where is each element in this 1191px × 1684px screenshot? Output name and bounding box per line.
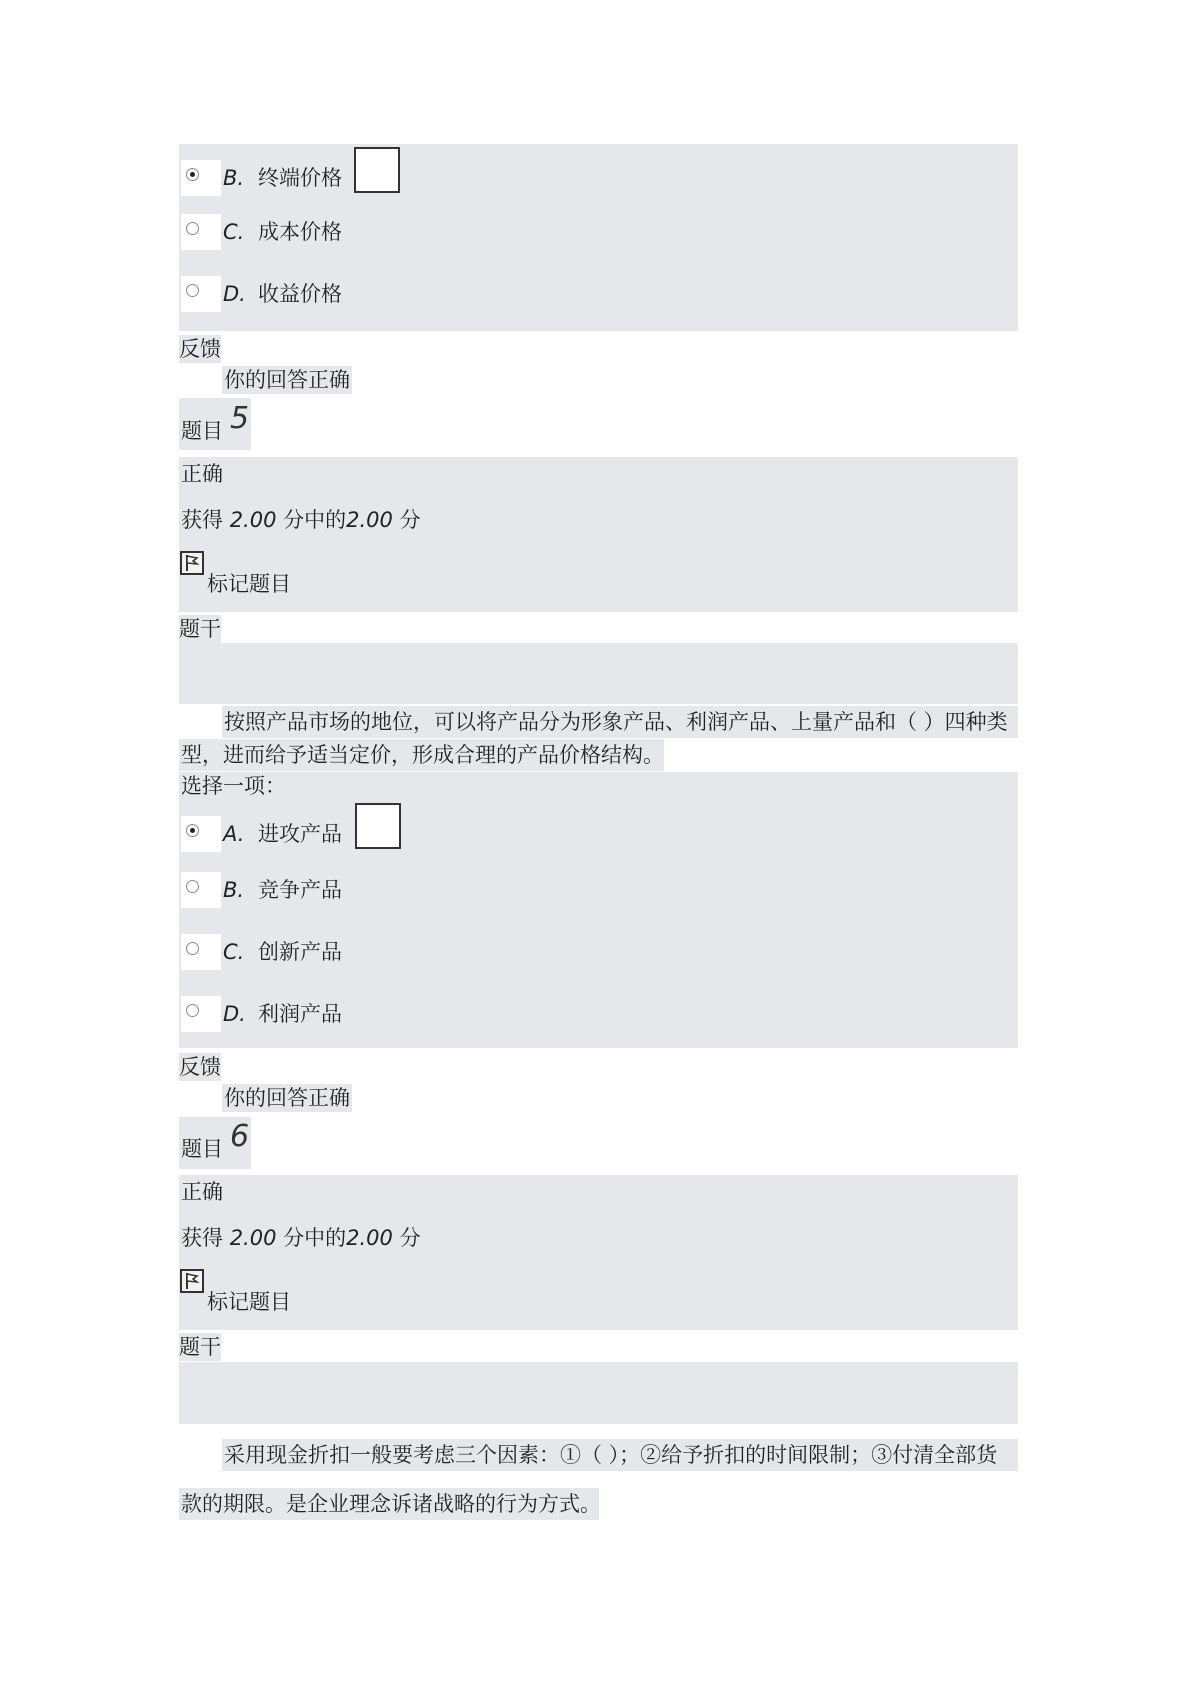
choose-one-label: 选择一项： [181,774,286,798]
option-letter: C. [223,220,245,244]
radio-checked-icon[interactable] [186,824,199,837]
feedback-label: 反馈 [179,1055,221,1079]
question-title-label: 题目 [181,419,223,443]
score-max: 2.00 [346,508,393,532]
radio-icon[interactable] [186,880,199,893]
radio-icon[interactable] [186,1004,199,1017]
question-status: 正确 [181,462,223,486]
option-text: 竞争产品 [258,878,342,902]
option-letter: D. [223,1002,246,1026]
radio-cell [181,816,221,852]
score-value: 2.00 [229,508,277,532]
flag-question-label[interactable]: 标记题目 [207,1290,291,1314]
q4-option-c[interactable] [181,214,541,250]
flag-icon [182,553,202,573]
q5-info-panel [179,457,1018,612]
radio-cell [181,160,221,196]
feedback-text: 你的回答正确 [224,1086,350,1110]
option-text: 利润产品 [258,1002,342,1026]
question-text-line2: 型，进而给予适当定价，形成合理的产品价格结构。 [181,743,664,767]
option-text: 进攻产品 [258,822,342,846]
answer-mark-box [355,803,401,849]
option-letter: A. [223,822,245,846]
option-letter: B. [223,878,245,902]
q5-option-d[interactable] [181,996,541,1032]
radio-cell [181,276,221,312]
radio-cell [181,934,221,970]
q6-stem-panel [179,1362,1018,1424]
score-prefix: 获得 [181,508,223,532]
flag-question-label[interactable]: 标记题目 [207,572,291,596]
q5-stem-panel [179,643,1018,704]
feedback-label: 反馈 [179,337,221,361]
score-suffix: 分 [399,508,421,532]
score-mid: 分中的 [283,1226,347,1250]
question-status: 正确 [181,1180,223,1204]
score-prefix: 获得 [181,1226,223,1250]
question-title-label: 题目 [181,1137,223,1161]
question-score [181,1224,421,1252]
question-score [181,506,421,534]
flag-icon [182,1271,202,1291]
question-text-line2: 款的期限。是企业理念诉诸战略的行为方式。 [181,1492,601,1516]
option-text: 成本价格 [258,220,342,244]
radio-cell [181,214,221,250]
q4-option-d[interactable] [181,276,541,312]
stem-label: 题干 [179,617,221,641]
stem-label: 题干 [179,1335,221,1359]
score-max: 2.00 [346,1226,393,1250]
question-number: 5 [230,401,250,436]
radio-cell [181,996,221,1032]
flag-question-button[interactable] [180,551,204,575]
option-text: 收益价格 [258,282,342,306]
score-value: 2.00 [229,1226,277,1250]
q5-option-b[interactable] [181,872,541,908]
radio-icon[interactable] [186,942,199,955]
q6-info-panel [179,1175,1018,1330]
radio-cell [181,872,221,908]
option-letter: D. [223,282,246,306]
feedback-text: 你的回答正确 [224,368,350,392]
q5-option-c[interactable] [181,934,541,970]
radio-icon[interactable] [186,284,199,297]
question-text-line1: 采用现金折扣一般要考虑三个因素：①（ ）；②给予折扣的时间限制；③付清全部货 [224,1443,998,1467]
option-letter: B. [223,166,245,190]
flag-question-button[interactable] [180,1269,204,1293]
question-text-line1: 按照产品市场的地位，可以将产品分为形象产品、利润产品、上量产品和（ ）四种类 [224,710,1008,734]
question-number: 6 [230,1119,250,1154]
option-letter: C. [223,940,245,964]
option-text: 创新产品 [258,940,342,964]
score-suffix: 分 [399,1226,421,1250]
score-mid: 分中的 [283,508,347,532]
radio-checked-icon[interactable] [186,168,199,181]
answer-mark-box [354,147,400,193]
radio-icon[interactable] [186,222,199,235]
option-text: 终端价格 [258,166,342,190]
